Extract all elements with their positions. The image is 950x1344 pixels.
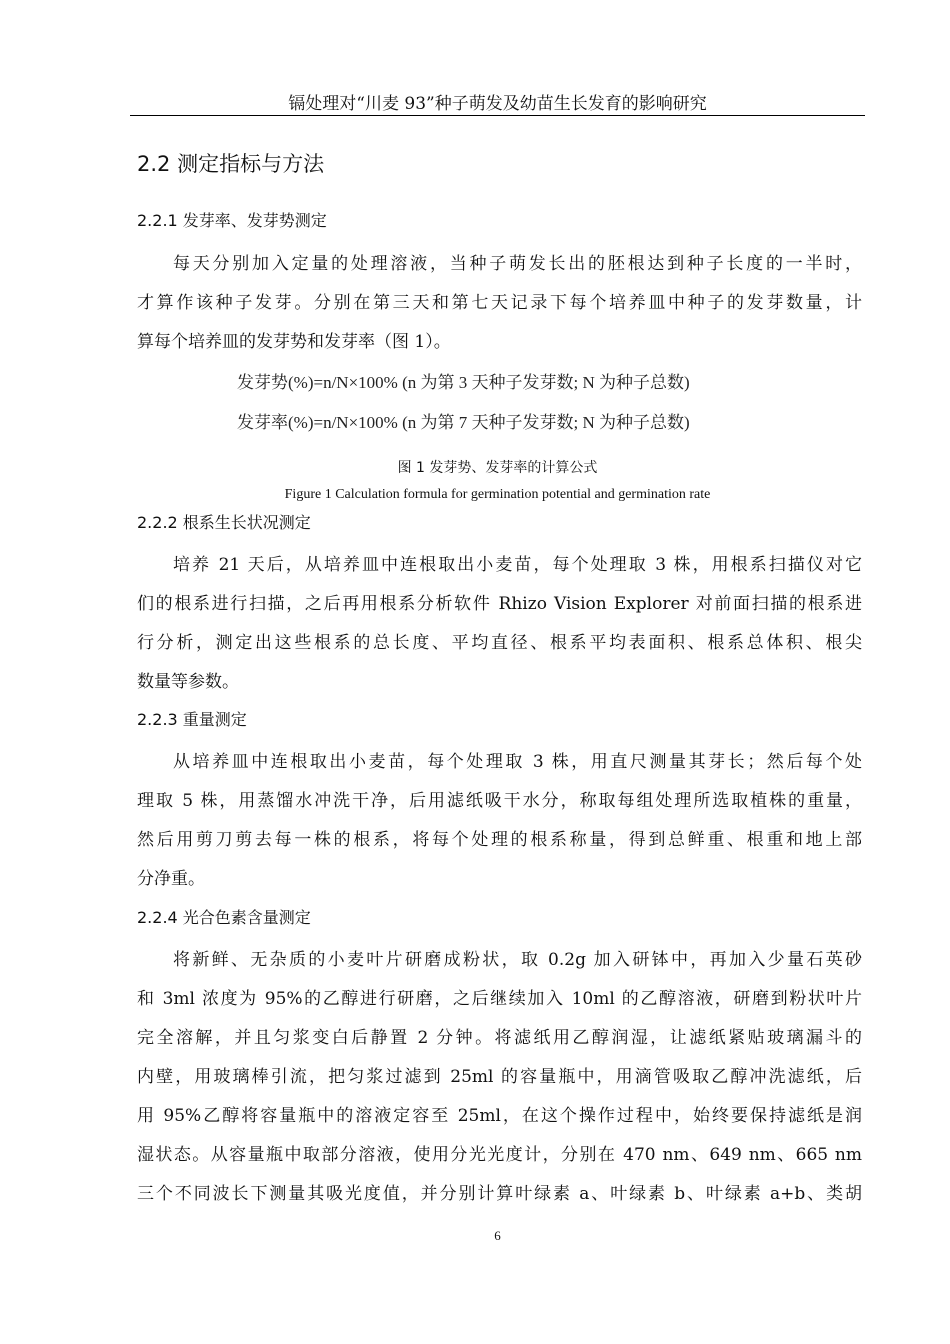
- paragraph-line: 数量等参数。: [137, 672, 239, 692]
- formula-germination-potential: 发芽势(%)=n/N×100% (n 为第 3 天种子发芽数; N 为种子总数): [237, 373, 690, 392]
- paragraph-root: [137, 546, 862, 702]
- paragraph-line: 用 95%乙醇将容量瓶中的溶液定容至 25ml，在这个操作过程中，始终要保持滤纸是润: [137, 1106, 862, 1126]
- section-heading: 2.2 测定指标与方法: [137, 152, 325, 176]
- paragraph-line: 完全溶解，并且匀浆变白后静置 2 分钟。将滤纸用乙醇润湿，让滤纸紧贴玻璃漏斗的: [137, 1028, 862, 1048]
- paragraph-line: 培养 21 天后，从培养皿中连根取出小麦苗，每个处理取 3 株，用根系扫描仪对它: [173, 555, 862, 575]
- paragraph-pigment: [137, 941, 862, 1214]
- paragraph-line: 行分析，测定出这些根系的总长度、平均直径、根系平均表面积、根系总体积、根尖: [137, 633, 862, 653]
- subsection-heading-weight: 2.2.3 重量测定: [137, 710, 247, 729]
- figure-caption-chinese: 图 1 发芽势、发芽率的计算公式: [397, 460, 598, 476]
- figure-caption-english: Figure 1 Calculation formula for germination potential and germination rate: [284, 487, 711, 502]
- subsection-heading-pigment: 2.2.4 光合色素含量测定: [137, 908, 311, 927]
- paragraph-line: 从培养皿中连根取出小麦苗，每个处理取 3 株，用直尺测量其芽长；然后每个处: [173, 752, 862, 772]
- paragraph-line: 湿状态。从容量瓶中取部分溶液，使用分光光度计，分别在 470 nm、649 nm、665 nm: [137, 1145, 862, 1165]
- paragraph-line: 和 3ml 浓度为 95%的乙醇进行研磨，之后继续加入 10ml 的乙醇溶液，研磨到粉状叶片: [137, 989, 862, 1009]
- subsection-heading-root: 2.2.2 根系生长状况测定: [137, 513, 311, 532]
- subsection-heading-germination: 2.2.1 发芽率、发芽势测定: [137, 211, 327, 230]
- running-header: 镉处理对“川麦 93”种子萌发及幼苗生长发育的影响研究: [288, 94, 707, 114]
- paragraph-line: 三个不同波长下测量其吸光度值，并分别计算叶绿素 a、叶绿素 b、叶绿素 a+b、类胡: [137, 1184, 862, 1204]
- paragraph-line: 然后用剪刀剪去每一株的根系，将每个处理的根系称量，得到总鲜重、根重和地上部: [137, 830, 862, 850]
- paragraph-line: 算每个培养皿的发芽势和发芽率（图 1）。: [137, 332, 451, 352]
- paragraph-line: 理取 5 株，用蒸馏水冲洗干净，后用滤纸吸干水分，称取每组处理所选取植株的重量，: [137, 791, 862, 811]
- formula-germination-rate: 发芽率(%)=n/N×100% (n 为第 7 天种子发芽数; N 为种子总数): [237, 413, 690, 432]
- paragraph-line: 分净重。: [137, 869, 205, 889]
- paragraph-line: 内壁，用玻璃棒引流，把匀浆过滤到 25ml 的容量瓶中，用滴管吸取乙醇冲洗滤纸，后: [137, 1067, 862, 1087]
- paragraph-line: 才算作该种子发芽。分别在第三天和第七天记录下每个培养皿中种子的发芽数量，计: [137, 293, 862, 313]
- paragraph-germination: [137, 245, 862, 362]
- paragraph-line: 将新鲜、无杂质的小麦叶片研磨成粉状，取 0.2g 加入研钵中，再加入少量石英砂: [173, 950, 862, 970]
- header-divider: [130, 115, 865, 116]
- paragraph-weight: [137, 743, 862, 899]
- paragraph-line: 每天分别加入定量的处理溶液，当种子萌发长出的胚根达到种子长度的一半时，: [173, 254, 862, 274]
- page-number: 6: [494, 1228, 501, 1243]
- paragraph-line: 们的根系进行扫描，之后再用根系分析软件 Rhizo Vision Explorer 对前面扫描的根系进: [137, 594, 862, 614]
